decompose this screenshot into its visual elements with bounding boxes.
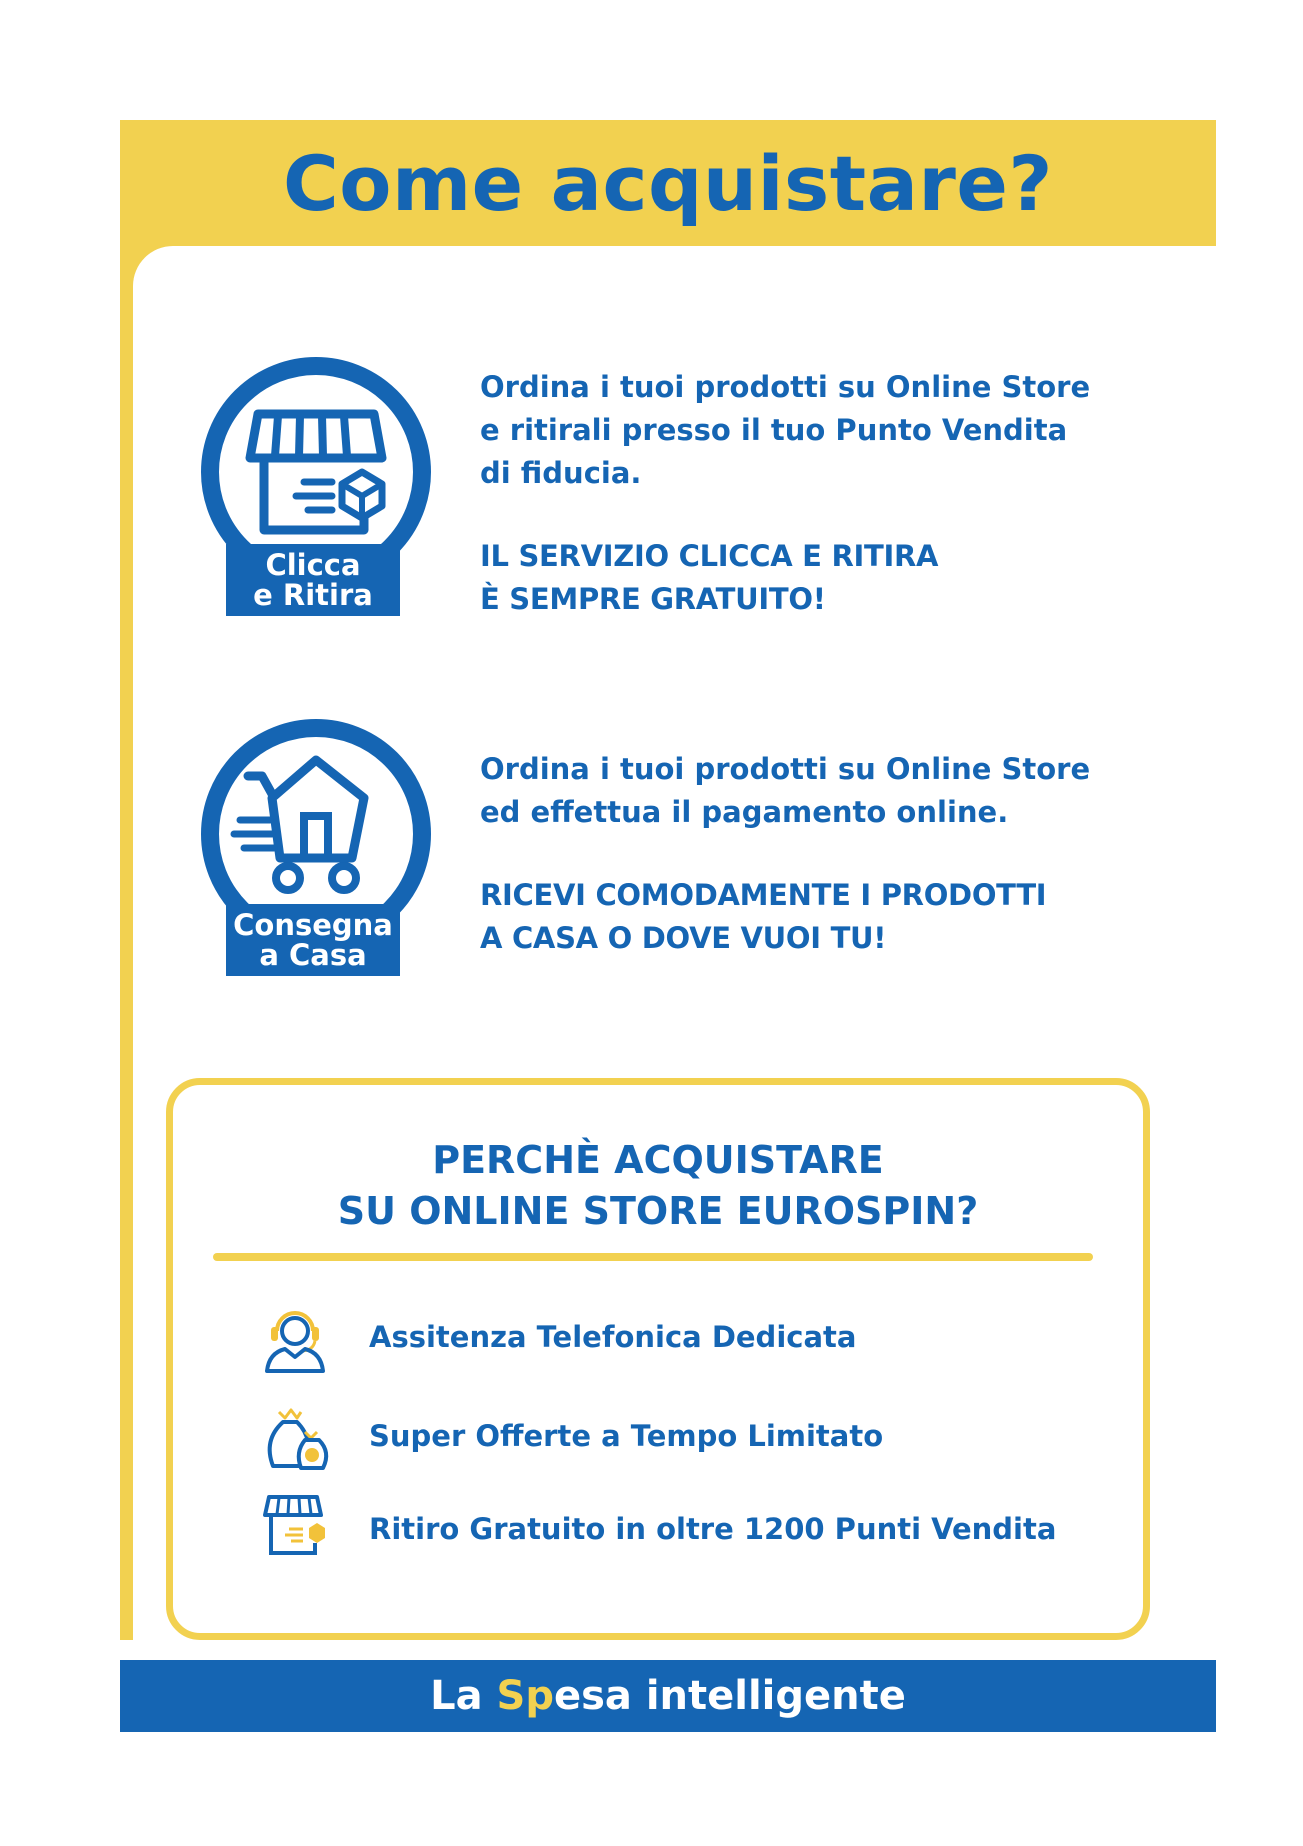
service-badge-clicca-ritira	[226, 544, 400, 616]
headset-operator-icon	[255, 1297, 335, 1377]
page-title: Come acquistare?	[282, 138, 1054, 228]
highlight-line: RICEVI COMODAMENTE I PRODOTTI	[480, 878, 1047, 912]
why-title	[166, 1135, 1150, 1237]
text-line: Ordina i tuoi prodotti su Online Store	[480, 370, 1091, 404]
slogan-part: La	[430, 1673, 497, 1719]
badge-line: a Casa	[259, 938, 367, 972]
slogan-highlight: Sp	[496, 1673, 554, 1719]
benefit-item	[255, 1297, 1105, 1377]
benefit-item	[255, 1396, 1105, 1476]
text-line: e ritirali presso il tuo Punto Vendita	[480, 413, 1068, 447]
benefit-item	[255, 1489, 1105, 1569]
text-line: Ordina i tuoi prodotti su Online Store	[480, 752, 1091, 786]
service-description-consegna-casa	[480, 748, 1090, 960]
badge-line: e Ritira	[253, 578, 373, 612]
highlight-line: IL SERVIZIO CLICCA E RITIRA	[480, 539, 939, 573]
text-line: di fiducia.	[480, 456, 642, 490]
benefit-label: Super Offerte a Tempo Limitato	[369, 1419, 884, 1453]
store-box-icon	[255, 1489, 335, 1569]
badge-line: Clicca	[265, 548, 361, 582]
service-description-clicca-ritira	[480, 366, 1090, 621]
why-title-line: SU ONLINE STORE EUROSPIN?	[337, 1189, 979, 1233]
badge-line: Consegna	[233, 908, 393, 942]
why-title-line: PERCHÈ ACQUISTARE	[432, 1138, 884, 1182]
service-badge-consegna-casa	[226, 904, 400, 976]
money-bags-icon	[255, 1396, 335, 1476]
footer-slogan	[120, 1660, 1216, 1732]
text-line: ed effettua il pagamento online.	[480, 795, 1009, 829]
highlight-line: A CASA O DOVE VUOI TU!	[480, 921, 887, 955]
divider	[213, 1253, 1093, 1261]
benefit-label: Assitenza Telefonica Dedicata	[369, 1320, 857, 1354]
highlight-line: È SEMPRE GRATUITO!	[480, 582, 826, 616]
benefit-label: Ritiro Gratuito in oltre 1200 Punti Vendita	[369, 1512, 1057, 1546]
slogan-part: esa intelligente	[553, 1673, 906, 1719]
